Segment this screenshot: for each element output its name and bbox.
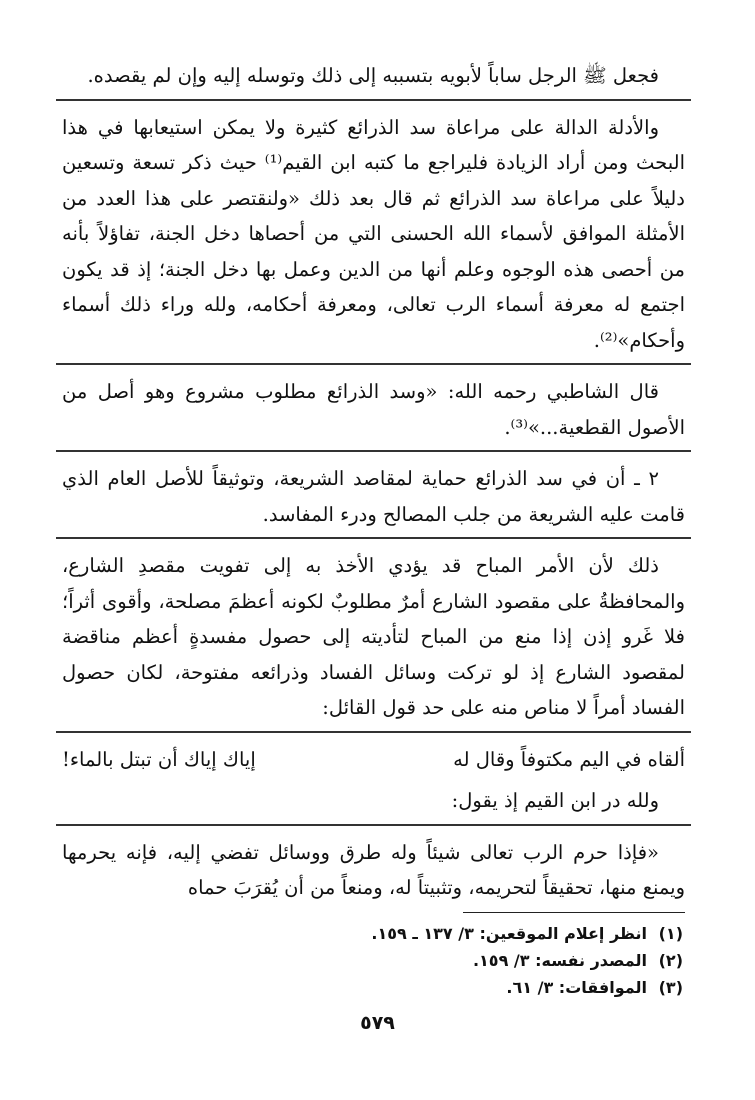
paragraph-separator [56, 731, 691, 733]
footnote-text: الموافقات: ٣/ ٦١. [506, 978, 647, 997]
footnote-text: المصدر نفسه: ٣/ ١٥٩. [472, 951, 647, 970]
paragraph-separator [56, 363, 691, 365]
paragraph-separator [56, 450, 691, 452]
verse-first-hemistich: ألقاه في اليم مكتوفاً وقال له [453, 747, 685, 771]
page-number: ٥٧٩ [360, 1012, 395, 1034]
footnote-item [300, 920, 683, 947]
footnote-text: انظر إعلام الموقعين: ٣/ ١٣٧ ـ ١٥٩. [371, 924, 647, 943]
footnote-number: (٢) [658, 951, 683, 970]
paragraph-separator [56, 537, 691, 539]
paragraph-shatibi-quote: قال الشاطبي رحمه الله: «وسد الذرائع مطلوب مشروع وهو أصل من الأصول القطعية...»⁽³⁾. [62, 380, 685, 439]
paragraph-separator [56, 99, 691, 101]
verse-second-hemistich: إياك إياك أن تبتل بالماء! [62, 747, 256, 771]
paragraph-hadith-conclusion: فجعل ﷺ الرجل ساباً لأبويه بتسببه إلى ذلك وتوسله إليه وإن لم يقصده. [87, 64, 659, 87]
footnote-item [300, 947, 683, 974]
footnote-number: (١) [658, 924, 683, 943]
footnote-item [300, 974, 683, 1001]
poetry-verse [62, 742, 685, 778]
paragraph-explanation: ذلك لأن الأمر المباح قد يؤدي الأخذ به إلى تفويت مقصدِ الشارع، والمحافظةُ على مقصود الشارع أمرٌ مطلوبٌ لكونه أعظمَ مصلحة، وأقوى أثراً؛ فلا غَرو إذن إذا منع من المباح لتأديته إلى حصول مفسدةٍ أعظم مناقضة لمقصود الشارع إذ لو تركت وسائل الفساد وذرائعه مفتوحة، لكان حصول الفساد أمراً لا مناص منه على حد قول القائل: [62, 554, 685, 719]
paragraph-separator [56, 824, 691, 826]
paragraph-ibn-qayyim-quote: «فإذا حرم الرب تعالى شيئاً وله طرق ووسائل تفضي إليه، فإنه يحرمها ويمنع منها، تحقيقاً لتحريمه، وتثبيتاً له، ومنعاً من أن يُقرَبَ حماه [62, 840, 685, 899]
paragraph-evidence: والأدلة الدالة على مراعاة سد الذرائع كثيرة ولا يمكن استيعابها في هذا البحث ومن أراد الزيادة فليراجع ما كتبه ابن القيم⁽¹⁾ حيث ذكر تسعة وتسعين دليلاً على مراعاة سد الذرائع ثم قال بعد ذلك «ولنقتصر على هذا العدد من الأمثلة الموافق لأسماء الله الحسنى التي من أحصاها دخل الجنة، تفاؤلاً بأنه من أحصى هذه الوجوه وعلم أنها من الدين وعمل بها دخل الجنة؛ إذ قد يكون اجتمع له معرفة أسماء الرب تعالى، ومعرفة أحكامه، ولله وراء ذلك أسماء وأحكام»⁽²⁾. [62, 115, 685, 352]
paragraph-ibn-qayyim-intro: ولله در ابن القيم إذ يقول: [451, 789, 659, 812]
footnotes [300, 920, 683, 1001]
footnote-number: (٣) [658, 978, 683, 997]
paragraph-point-two: ٢ ـ أن في سد الذرائع حماية لمقاصد الشريعة، وتوثيقاً للأصل العام الذي قامت عليه الشريعة من جلب المصالح ودرء المفاسد. [62, 467, 685, 526]
footnote-divider [463, 912, 685, 913]
main-text [62, 58, 685, 906]
